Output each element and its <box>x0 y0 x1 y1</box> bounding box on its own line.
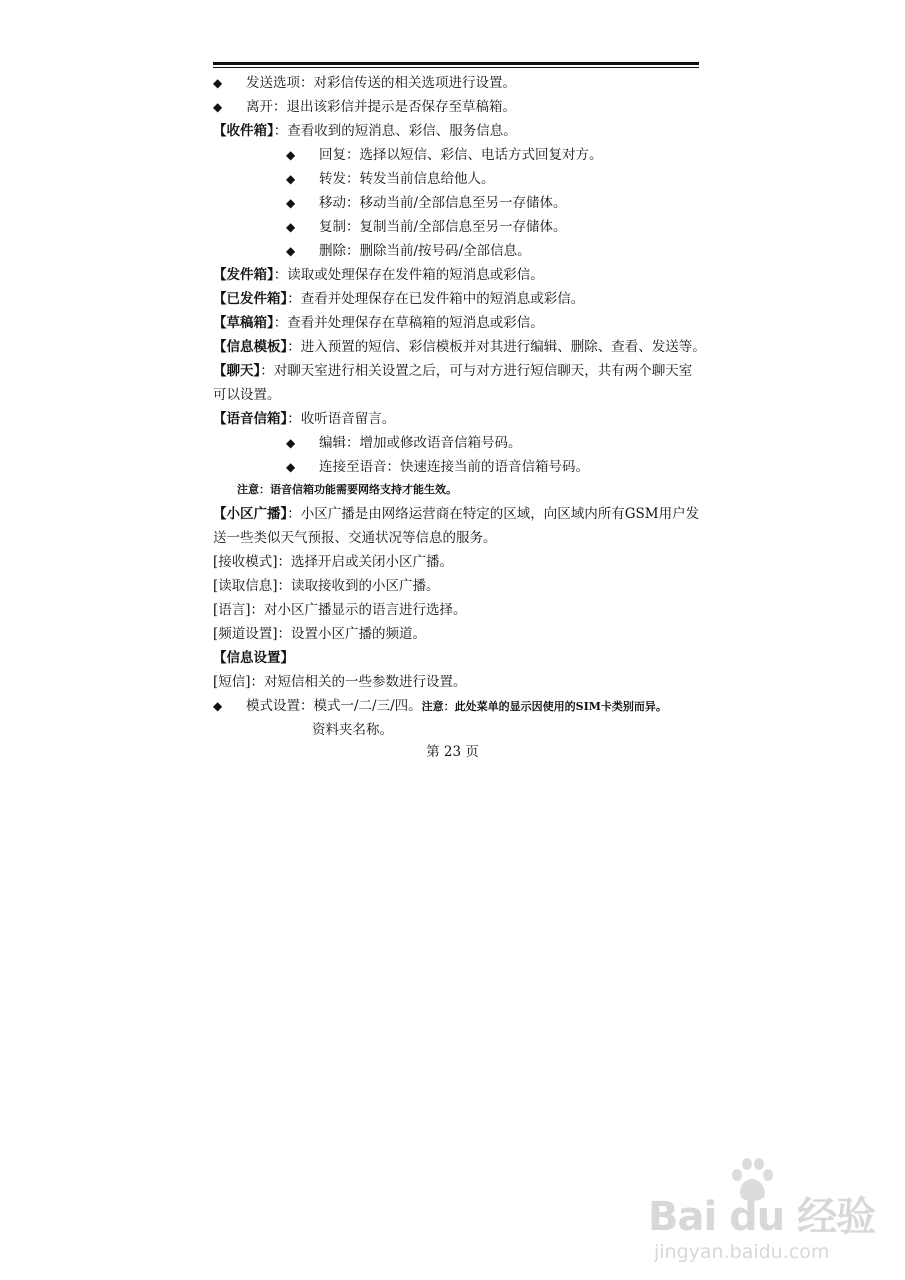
heading-drafts: 【草稿箱】：查看并处理保存在草稿箱的短消息或彩信。 <box>213 315 544 331</box>
bullet-send-options: ◆ 发送选项：对彩信传送的相关选项进行设置。 <box>213 71 703 95</box>
diamond-bullet-icon: ◆ <box>286 220 296 234</box>
watermark-url: jingyan.baidu.com <box>654 1241 830 1263</box>
heading-message-settings: 【信息设置】 <box>213 650 294 666</box>
bullet-leave: ◆ 离开：退出该彩信并提示是否保存至草稿箱。 <box>213 95 703 119</box>
diamond-bullet-icon: ◆ <box>213 699 223 713</box>
cb-language: [语言]：对小区广播显示的语言进行选择。 <box>213 602 467 618</box>
diamond-bullet-icon: ◆ <box>286 436 296 450</box>
diamond-bullet-icon: ◆ <box>286 244 296 258</box>
bullet-mode-settings: ◆ 模式设置：模式一/二/三/四。注意：此处菜单的显示因使用的SIM卡类别而异。 <box>213 694 703 719</box>
cb-channel-settings: [频道设置]：设置小区广播的频道。 <box>213 626 427 642</box>
cb-read-info: [读取信息]：读取接收到的小区广播。 <box>213 578 440 594</box>
heading-inbox: 【收件箱】：查看收到的短消息、彩信、服务信息。 <box>213 123 517 139</box>
inbox-move: ◆ 移动：移动当前/全部信息至另一存储体。 <box>286 191 776 215</box>
folder-name-line: 资料夹名称。 <box>312 722 393 738</box>
heading-outbox: 【发件箱】：读取或处理保存在发件箱的短消息或彩信。 <box>213 267 544 283</box>
settings-sms: [短信]：对短信相关的一些参数进行设置。 <box>213 674 467 690</box>
heading-voicemail: 【语音信箱】：收听语音留言。 <box>213 411 396 427</box>
inbox-copy: ◆ 复制：复制当前/全部信息至另一存储体。 <box>286 215 776 239</box>
voicemail-edit: ◆ 编辑：增加或修改语音信箱号码。 <box>286 431 776 455</box>
diamond-bullet-icon: ◆ <box>286 196 296 210</box>
diamond-bullet-icon: ◆ <box>286 148 296 162</box>
page-number: 第 23 页 <box>426 744 479 760</box>
inbox-delete: ◆ 删除：删除当前/按号码/全部信息。 <box>286 239 776 263</box>
heading-templates: 【信息模板】：进入预置的短信、彩信模板并对其进行编辑、删除、查看、发送等。 <box>213 339 706 355</box>
inbox-reply: ◆ 回复：选择以短信、彩信、电话方式回复对方。 <box>286 143 776 167</box>
cb-receive-mode: [接收模式]：选择开启或关闭小区广播。 <box>213 554 454 570</box>
inbox-forward: ◆ 转发：转发当前信息给他人。 <box>286 167 776 191</box>
diamond-bullet-icon: ◆ <box>286 460 296 474</box>
voicemail-connect: ◆ 连接至语音：快速连接当前的语音信箱号码。 <box>286 455 776 479</box>
diamond-bullet-icon: ◆ <box>286 172 296 186</box>
diamond-bullet-icon: ◆ <box>213 76 223 90</box>
header-rule-thick <box>213 62 699 65</box>
diamond-bullet-icon: ◆ <box>213 100 223 114</box>
header-rule-thin <box>213 67 699 68</box>
heading-chat: 【聊天】：对聊天室进行相关设置之后，可与对方进行短信聊天，共有两个聊天室可以设置。 <box>213 363 693 403</box>
heading-cell-broadcast: 【小区广播】：小区广播是由网络运营商在特定的区域，向区域内所有GSM用户发送一些类似天气预报、交通状况等信息的服务。 <box>213 506 700 546</box>
watermark-logo-text: Bai du 经验 <box>648 1194 876 1240</box>
voicemail-note: 注意：语音信箱功能需要网络支持才能生效。 <box>237 483 457 496</box>
baidu-watermark <box>648 1185 888 1275</box>
heading-sent: 【已发件箱】：查看并处理保存在已发件箱中的短消息或彩信。 <box>213 291 585 307</box>
